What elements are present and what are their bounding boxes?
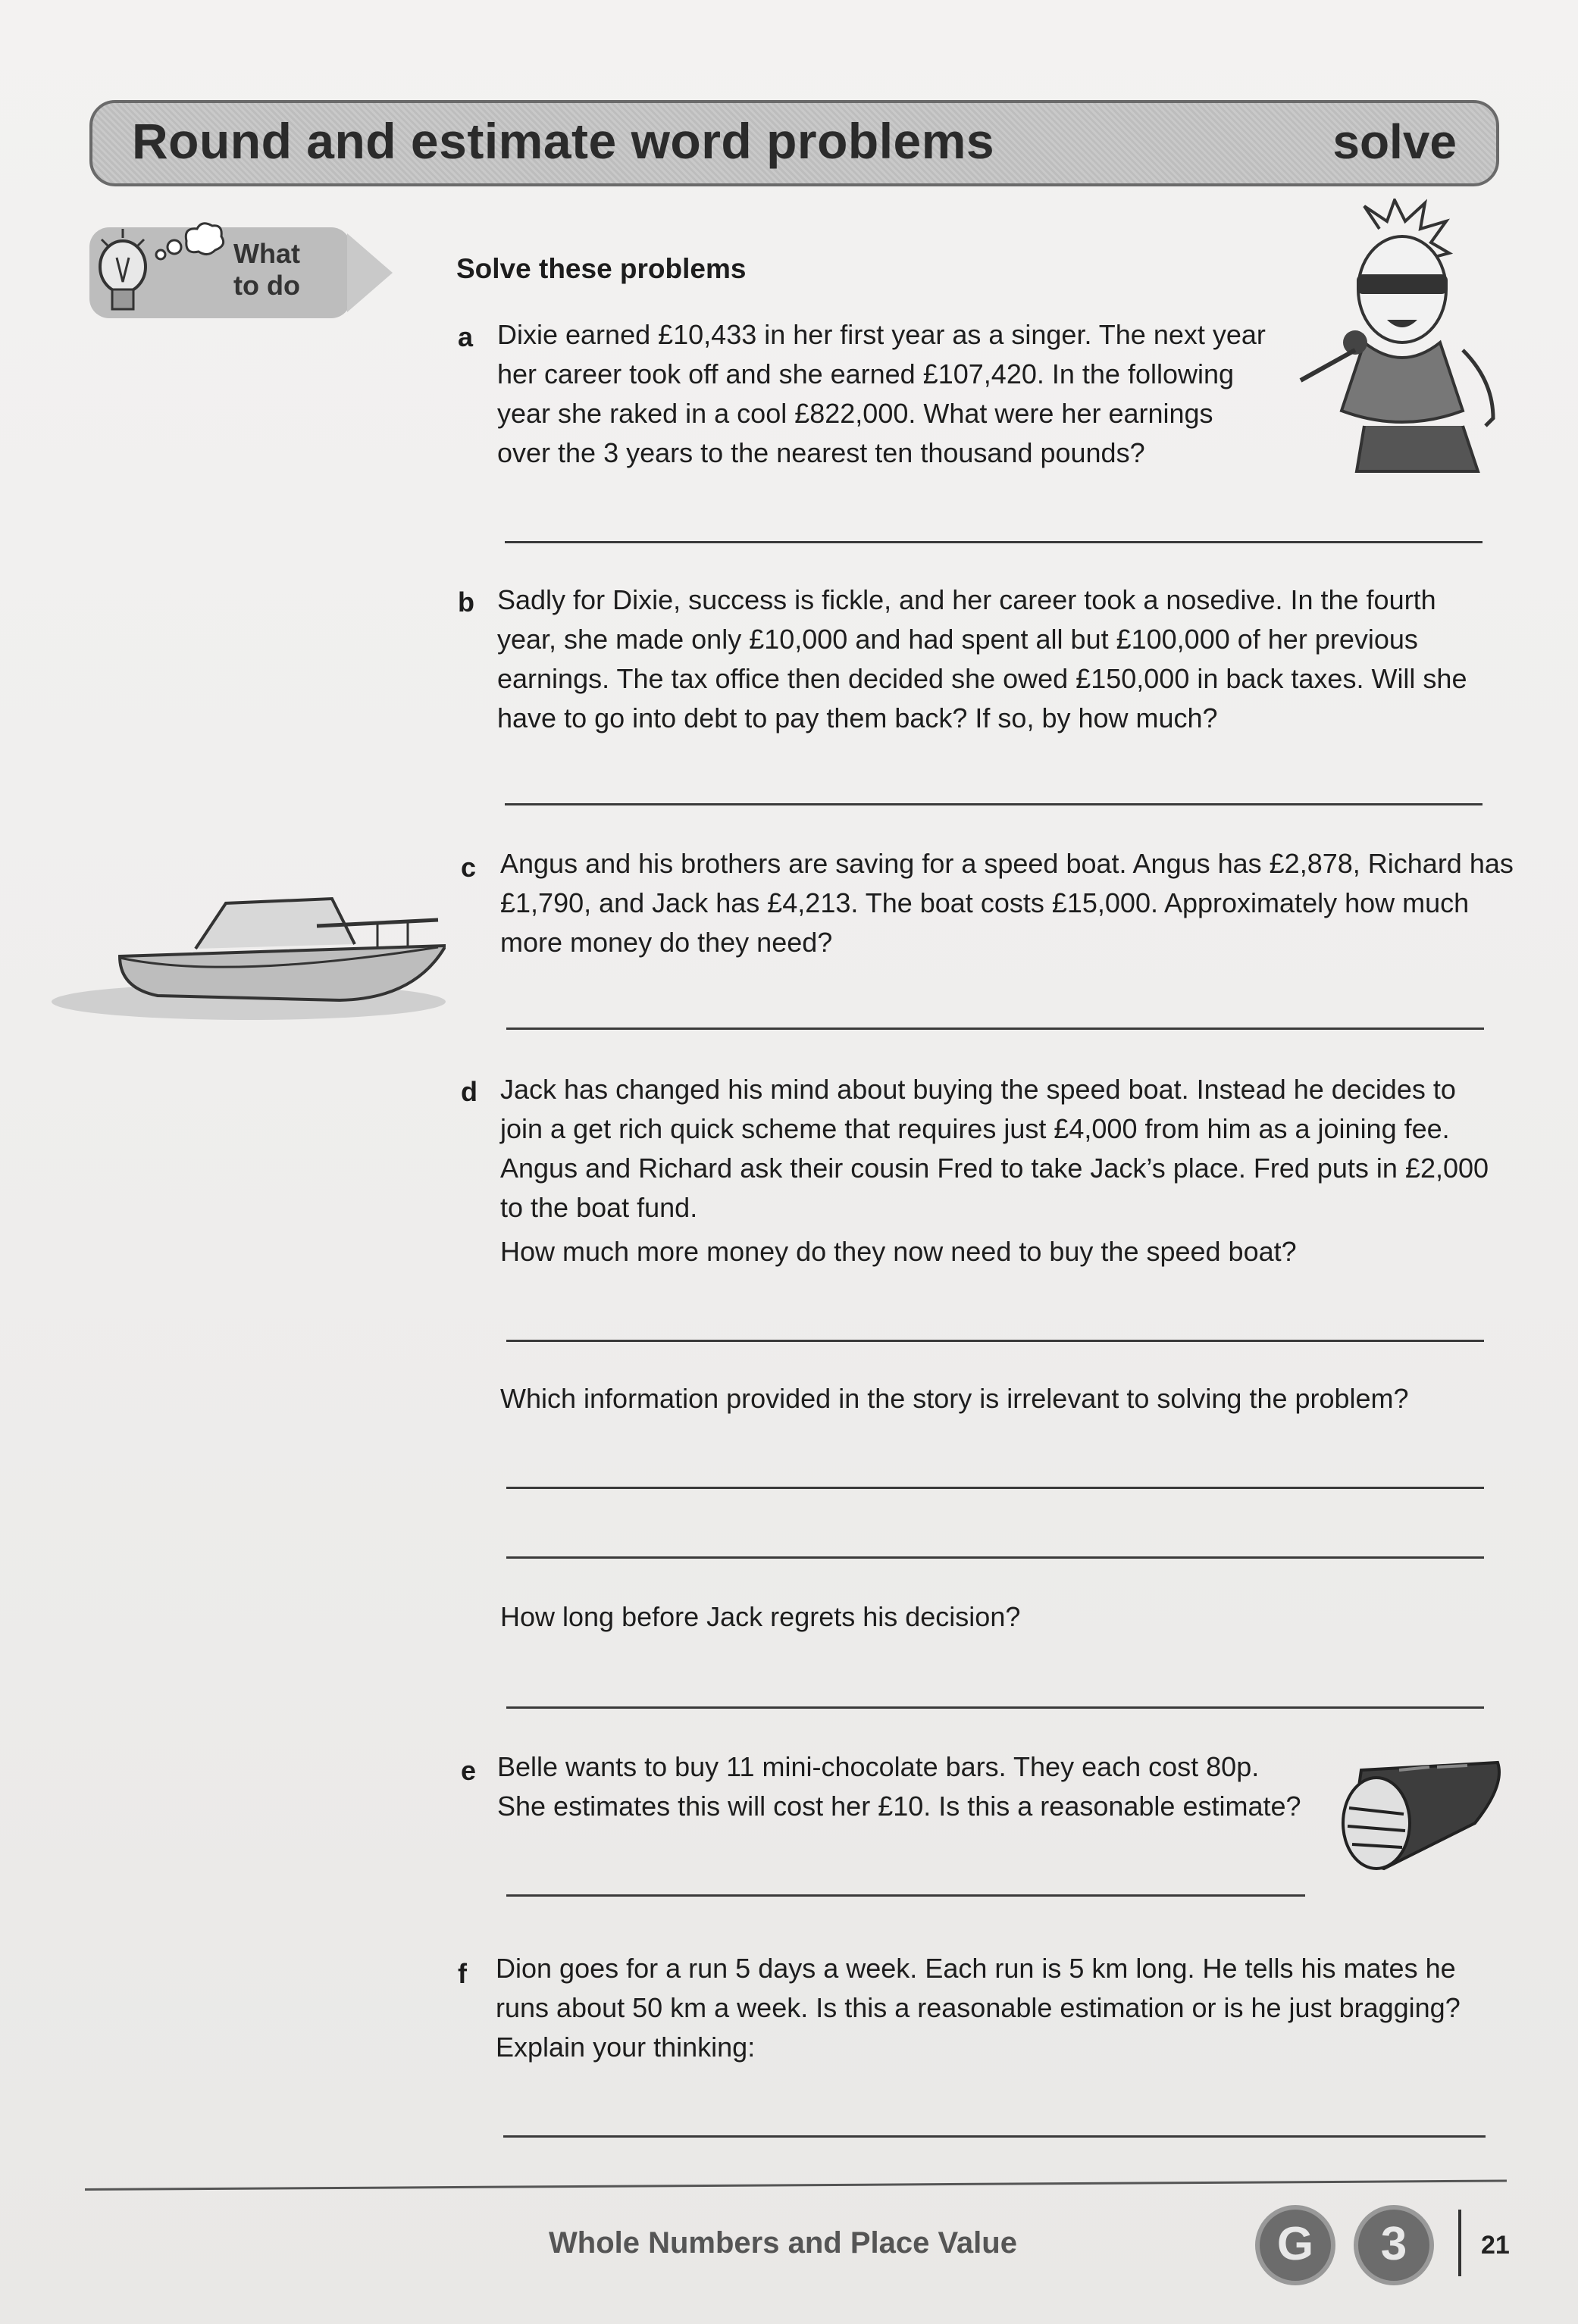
question-b-text: Sadly for Dixie, success is fickle, and her career took a nosedive. In the fourth year, she made only £10,000 and had spent all but £100,000 of her previous earnings. The tax office then decided she owed £150,000 in back taxes. Will she have to go into debt to pay them back? If so, by how much? (497, 584, 1467, 733)
question-d-text: Jack has changed his mind about buying the speed boat. Instead he decides to join a get rich quick scheme that requires just £4,000 from him as a joining fee. Angus and Richard ask their cousin Fred to take Jack’s place. Fred puts in £2,000 to the boat fund. (500, 1074, 1489, 1223)
question-c-text: Angus and his brothers are saving for a speed boat. Angus has £2,878, Richard has £1,790, and Jack has £4,213. The boat costs £15,000. Approximately how much more money do they need? (500, 848, 1514, 958)
answer-line-d3[interactable] (506, 1556, 1484, 1559)
question-d-letter: d (461, 1076, 477, 1107)
question-e-text: Belle wants to buy 11 mini-chocolate bars. They each cost 80p. She estimates this will cost her £10. Is this a reasonable estimate? (497, 1751, 1301, 1822)
question-c-letter: c (461, 852, 477, 883)
page-number: 21 (1481, 2231, 1510, 2260)
question-f-letter: f (458, 1958, 467, 1989)
grade-badge-3: 3 (1354, 2205, 1434, 2285)
section-tag: solve (1332, 114, 1457, 169)
question-d-part4: How long before Jack regrets his decision? (500, 1601, 1021, 1632)
question-a-letter: a (458, 321, 474, 352)
instructions-heading: Solve these problems (456, 253, 747, 284)
question-e-letter: e (461, 1755, 477, 1786)
question-a-text: Dixie earned £10,433 in her first year as a singer. The next year her career took off and she earned £107,420. In the following year she raked in a cool £822,000. What were her earnings over the 3 years to the nearest ten thousand pounds? (497, 319, 1266, 468)
answer-line-d1[interactable] (506, 1340, 1484, 1342)
speed-boat-illustration (44, 873, 446, 1024)
title-bar (89, 100, 1499, 186)
what-to-do-badge (89, 227, 408, 318)
question-d-part2: How much more money do they now need to buy the speed boat? (500, 1236, 1297, 1267)
page-number-separator (1458, 2210, 1461, 2276)
question-f-text: Dion goes for a run 5 days a week. Each run is 5 km long. He tells his mates he runs about 50 km a week. Is this a reasonable estimation or is he just bragging? Explain your thinking: (496, 1953, 1461, 2063)
chocolate-bar-illustration (1331, 1747, 1505, 1876)
lightbulb-icon (89, 212, 241, 333)
what-to-do-arrow (347, 233, 393, 312)
answer-line-d4[interactable] (506, 1706, 1484, 1709)
answer-line-a[interactable] (505, 541, 1483, 543)
singer-illustration (1273, 199, 1516, 479)
answer-line-b[interactable] (505, 803, 1483, 805)
question-d-part3: Which information provided in the story is irrelevant to solving the problem? (500, 1383, 1409, 1414)
answer-line-f[interactable] (503, 2135, 1486, 2138)
answer-line-d2[interactable] (506, 1487, 1484, 1489)
grade-badge-g: G (1255, 2205, 1335, 2285)
answer-line-c[interactable] (506, 1028, 1484, 1030)
page-title: Round and estimate word problems (132, 113, 995, 169)
answer-line-e[interactable] (506, 1894, 1305, 1897)
book-title: Whole Numbers and Place Value (549, 2226, 1017, 2260)
question-b-letter: b (458, 586, 474, 618)
what-to-do-label: What to do (233, 238, 300, 301)
footer-divider (85, 2180, 1507, 2191)
